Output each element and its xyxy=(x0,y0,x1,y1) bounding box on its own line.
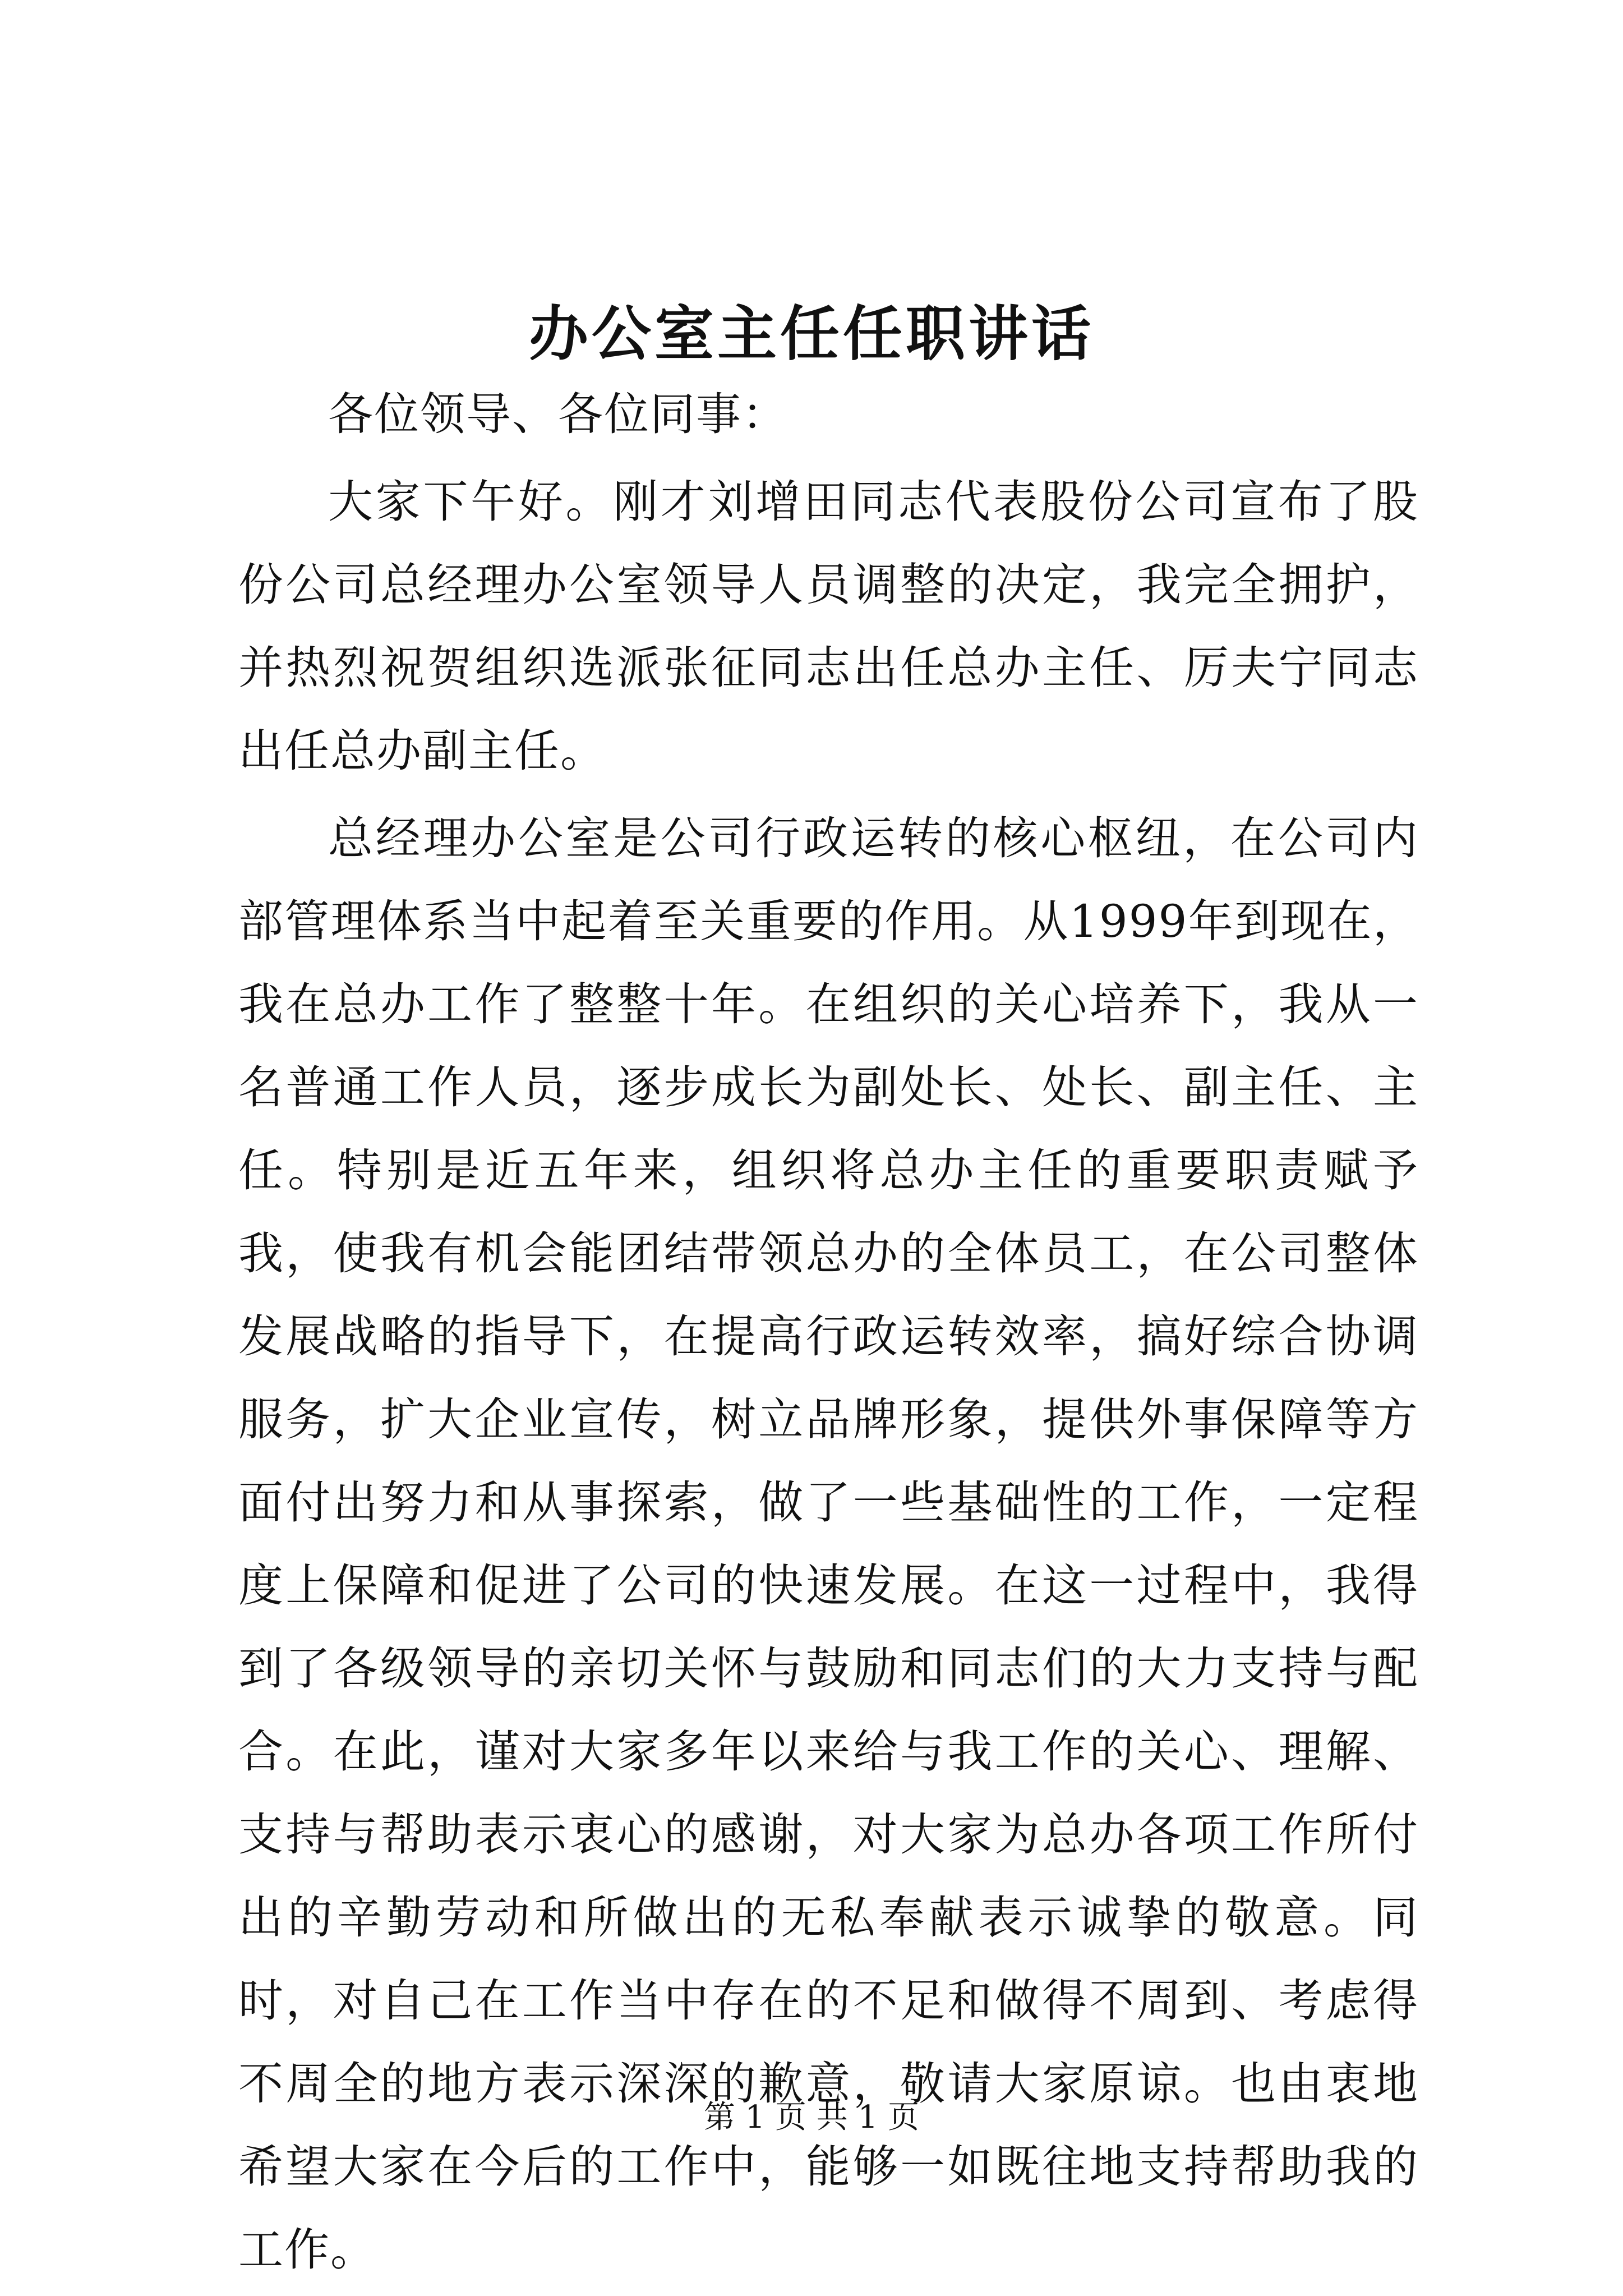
page-footer: 第 1 页 共 1 页 xyxy=(703,2099,920,2136)
document-title: 办公室主任任职讲话 xyxy=(529,298,1094,369)
body-paragraph: 总经理办公室是公司行政运转的核心枢纽，在公司内部管理体系当中起着至关重要的作用。从1999年到现在，我在总办工作了整整十年。在组织的关心培养下，我从一名普通工作人员，逐步成长为副处长、处长、副主任、主任。特别是近五年来，组织将总办主任的重要职责赋予我，使我有机会能团结带领总办的全体员工，在公司整体发展战略的指导下，在提高行政运转效率，搞好综合协调服务，扩大企业宣传，树立品牌形象，提供外事保障等方面付出努力和从事探索，做了一些基础性的工作，一定程度上保障和促进了公司的快速发展。在这一过程中，我得到了各级领导的亲切关怀与鼓励和同志们的大力支持与配合。在此，谨对大家多年以来给与我工作的关心、理解、支持与帮助表示衷心的感谢，对大家为总办各项工作所付出的辛勤劳动和所做出的无私奉献表示诚挚的敬意。同时，对自己在工作当中存在的不足和做得不周到、考虑得不周全的地方表示深深的歉意，敬请大家原谅。也由衷地希望大家在今后的工作中，能够一如既往地支持帮助我的工作。 xyxy=(238,812,1419,2276)
salutation-paragraph: 各位领导、各位同事： xyxy=(328,388,788,440)
document-body xyxy=(238,373,1419,2296)
body-paragraph: 大家下午好。刚才刘增田同志代表股份公司宣布了股份公司总经理办公室领导人员调整的决定，我完全拥护，并热烈祝贺组织选派张征同志出任总办主任、厉夫宁同志出任总办副主任。 xyxy=(238,476,1419,777)
